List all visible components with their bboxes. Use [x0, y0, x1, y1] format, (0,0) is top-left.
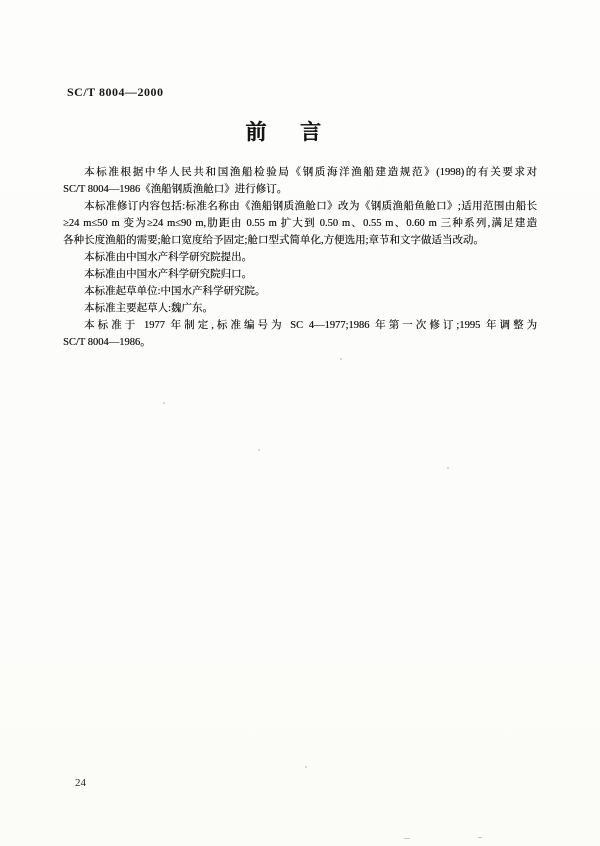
foreword-line: ≥24 m≤50 m 变为≥24 m≤90 m,肋距由 0.55 m 扩大到 0.50 m、0.55 m、0.60 m 三种系列,满足建造	[63, 218, 537, 229]
foreword-line: 各种长度渔船的需要;舱口宽度给予固定;舱口型式简单化,方便选用;章节和文字做适当改动。	[63, 235, 484, 246]
foreword-line: 本标准起草单位:中国水产科学研究院。	[84, 286, 266, 297]
foreword-body	[63, 164, 537, 351]
foreword-line: 本标准根据中华人民共和国渔船检验局《钢质海洋渔船建造规范》(1998)的有关要求对	[84, 167, 537, 178]
scan-speck	[340, 358, 342, 360]
scan-speck	[478, 837, 482, 838]
page-number: 24	[75, 777, 86, 789]
foreword-line: 本标准由中国水产科学研究院归口。	[84, 269, 252, 280]
scan-speck	[163, 402, 165, 404]
foreword-line: 本标准主要起草人:魏广东。	[84, 303, 213, 314]
foreword-line: 本标准由中国水产科学研究院提出。	[84, 252, 252, 263]
scan-speck	[447, 467, 449, 469]
scan-speck	[258, 449, 260, 451]
standard-number: SC/T 8004—2000	[67, 85, 164, 99]
scan-speck	[305, 766, 307, 768]
foreword-line: SC/T 8004—1986《渔船钢质渔舱口》进行修订。	[63, 184, 288, 195]
foreword-line: SC/T 8004—1986。	[63, 337, 151, 348]
foreword-line: 本标准于 1977 年制定,标准编号为 SC 4—1977;1986 年第一次修订;1995 年调整为	[84, 320, 537, 331]
scan-speck	[404, 838, 410, 839]
foreword-title: 前言	[245, 120, 355, 144]
foreword-line: 本标准修订内容包括:标准名称由《渔船钢质渔舱口》改为《钢质渔船鱼舱口》;适用范围由船长	[84, 201, 537, 212]
